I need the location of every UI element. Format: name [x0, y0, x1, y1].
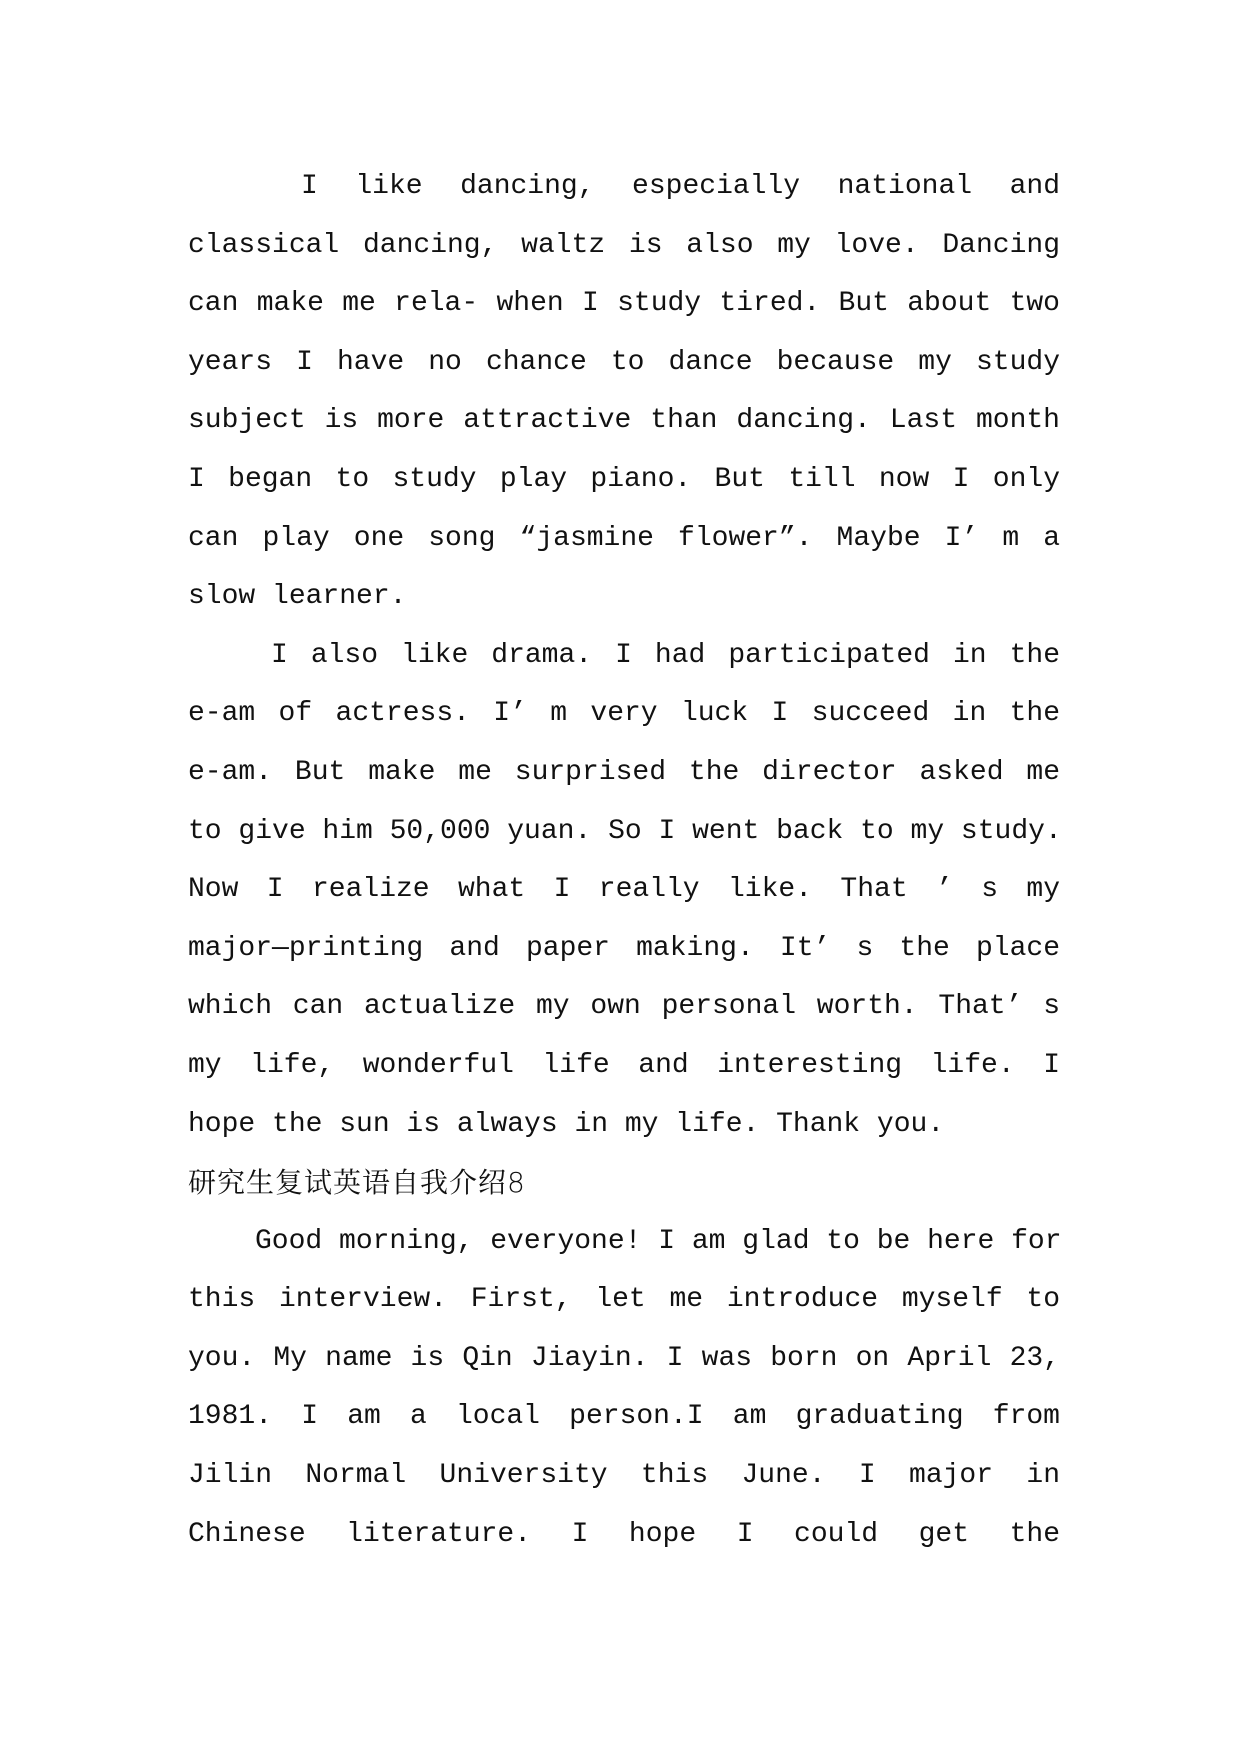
- text-line: can play one song “jasmine flower”. Maybe I’ m a: [188, 522, 1060, 554]
- text-line: my life, wonderful life and interesting life. I: [188, 1049, 1060, 1081]
- section-heading: 研究生复试英语自我介绍8: [188, 1166, 526, 1200]
- text-line: you. My name is Qin Jiayin. I was born on April 23,: [188, 1342, 1060, 1374]
- text-line: Now I realize what I really like. That ’ s my: [188, 874, 1060, 906]
- text-line: years I have no chance to dance because my study: [188, 346, 1060, 378]
- text-line: major—printing and paper making. It’ s the place: [188, 932, 1060, 964]
- text-line: 1981. I am a local person.I am graduating from: [188, 1401, 1060, 1433]
- text-line: Good morning, everyone! I am glad to be here for: [255, 1225, 1062, 1257]
- text-line: classical dancing, waltz is also my love. Dancing: [188, 229, 1060, 261]
- paragraph-drama: [188, 627, 1060, 1154]
- text-line: subject is more attractive than dancing. Last month: [188, 405, 1060, 437]
- text-line: I began to study play piano. But till now I only: [188, 463, 1060, 495]
- text-line: slow learner.: [188, 581, 407, 613]
- paragraph-dancing: [188, 158, 1060, 627]
- document-page: [188, 158, 1060, 1564]
- text-line: can make me rela- when I study tired. But about two: [188, 288, 1060, 320]
- text-line: this interview. First, let me introduce myself to: [188, 1284, 1060, 1316]
- text-line: e-am of actress. I’ m very luck I succeed in the: [188, 698, 1060, 730]
- text-line: Chinese literature. I hope I could get the: [188, 1518, 1060, 1550]
- text-line: to give him 50,000 yuan. So I went back to my study.: [188, 815, 1062, 847]
- text-line: I also like drama. I had participated in the: [271, 639, 1060, 671]
- text-line: which can actualize my own personal worth. That’ s: [188, 991, 1060, 1023]
- text-line: Jilin Normal University this June. I major in: [188, 1460, 1060, 1492]
- text-line: I like dancing, especially national and: [301, 171, 1060, 202]
- text-line: hope the sun is always in my life. Thank you.: [188, 1108, 945, 1140]
- text-line: e-am. But make me surprised the director asked me: [188, 756, 1060, 788]
- paragraph-introduction: [188, 1213, 1060, 1565]
